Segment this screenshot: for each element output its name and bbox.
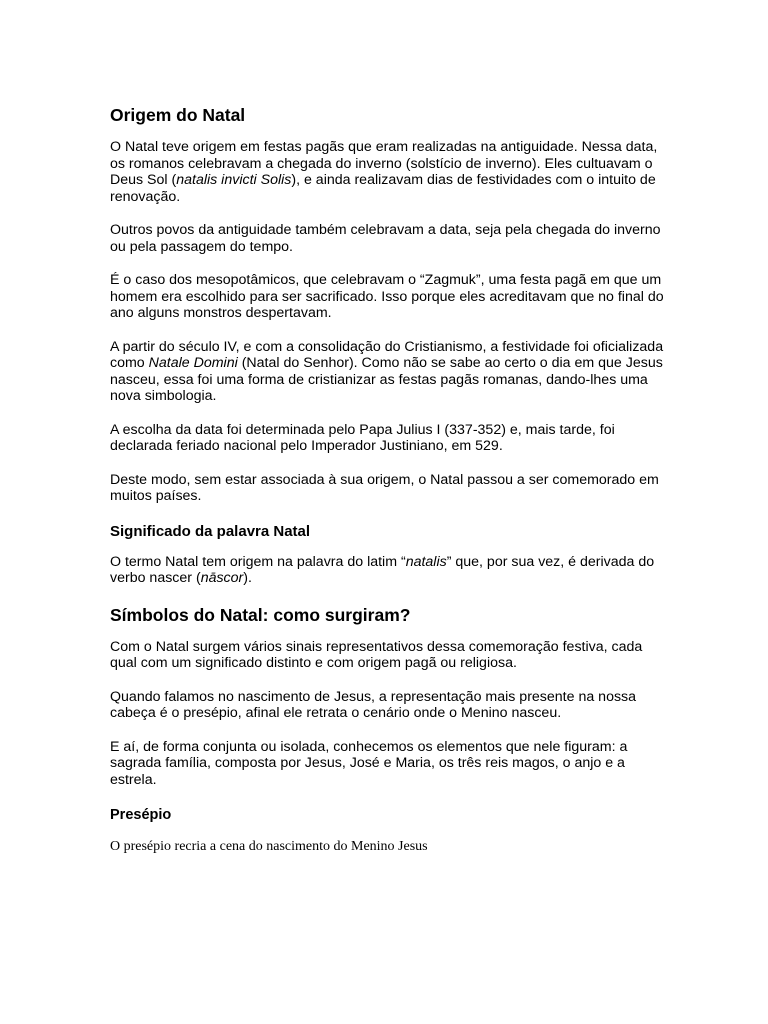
paragraph-christianity	[110, 339, 670, 405]
paragraph-presepio: O presépio recria a cena do nascimento do Menino Jesus	[110, 839, 428, 854]
document-page	[110, 104, 670, 855]
paragraph-date-choice: A escolha da data foi determinada pelo Papa Julius I (337-352) e, mais tarde, foi declarada feriado nacional pelo Imperador Justiniano, em 529.	[110, 421, 615, 454]
paragraph-meaning-italic-2: nāscor	[200, 570, 244, 586]
paragraph-meaning-text-b: ” que, por sua vez, é derivada do verbo nascer (	[110, 553, 655, 586]
paragraph-meaning-italic-1: natalis	[405, 553, 447, 570]
paragraph-christianity-italic: Natale Domini	[148, 355, 238, 371]
paragraph-other-peoples: Outros povos da antiguidade também celebravam a data, seja pela chegada do inverno ou pela passagem do tempo.	[110, 222, 661, 255]
section-heading-presepio: Presépio	[110, 807, 172, 823]
paragraph-meaning	[110, 554, 670, 587]
section-heading-meaning: Significado da palavra Natal	[110, 522, 311, 540]
paragraph-origin-italic: natalis invicti Solis	[176, 172, 292, 188]
paragraph-elements: E aí, de forma conjunta ou isolada, conhecemos os elementos que nele figuram: a sagrada família, composta por Jesus, José e Maria, os três reis magos, o anjo e a estrela.	[110, 738, 628, 788]
paragraph-origin-text-a: O Natal teve origem em festas pagãs que eram realizadas na antiguidade. Nessa data, os romanos celebravam a chegada do inverno (solstício de inverno). Eles cultuavam o Deus Sol (	[110, 139, 658, 188]
paragraph-origin	[110, 139, 670, 205]
paragraph-conclusion: Deste modo, sem estar associada à sua origem, o Natal passou a ser comemorado em muitos países.	[110, 471, 659, 504]
paragraph-mesopotamians: É o caso dos mesopotâmicos, que celebravam o “Zagmuk”, uma festa pagã em que um homem era escolhido para ser sacrificado. Isso porque eles acreditavam que no final do ano alguns monstros despertavam.	[110, 272, 664, 321]
paragraph-meaning-text-c: ).	[243, 570, 252, 586]
paragraph-christianity-text-b: (Natal do Senhor). Como não se sabe ao certo o dia em que Jesus nasceu, essa foi uma forma de cristianizar as festas pagãs romanas, dando-lhes uma nova simbologia.	[110, 355, 663, 404]
section-heading-symbols: Símbolos do Natal: como surgiram?	[110, 604, 411, 625]
paragraph-symbols-intro: Com o Natal surgem vários sinais representativos dessa comemoração festiva, cada qual com um significado distinto e com origem pagã ou religiosa.	[110, 638, 643, 671]
paragraph-christianity-text-a: A partir do século IV, e com a consolidação do Cristianismo, a festividade foi oficializada como	[110, 338, 664, 371]
paragraph-nativity: Quando falamos no nascimento de Jesus, a representação mais presente na nossa cabeça é o presépio, afinal ele retrata o cenário onde o Menino nasceu.	[110, 688, 637, 721]
paragraph-origin-text-b: ), e ainda realizavam dias de festividades com o intuito de renovação.	[110, 172, 656, 205]
page-title: Origem do Natal	[110, 105, 246, 125]
paragraph-meaning-text-a: O termo Natal tem origem na palavra do latim “	[110, 553, 406, 570]
